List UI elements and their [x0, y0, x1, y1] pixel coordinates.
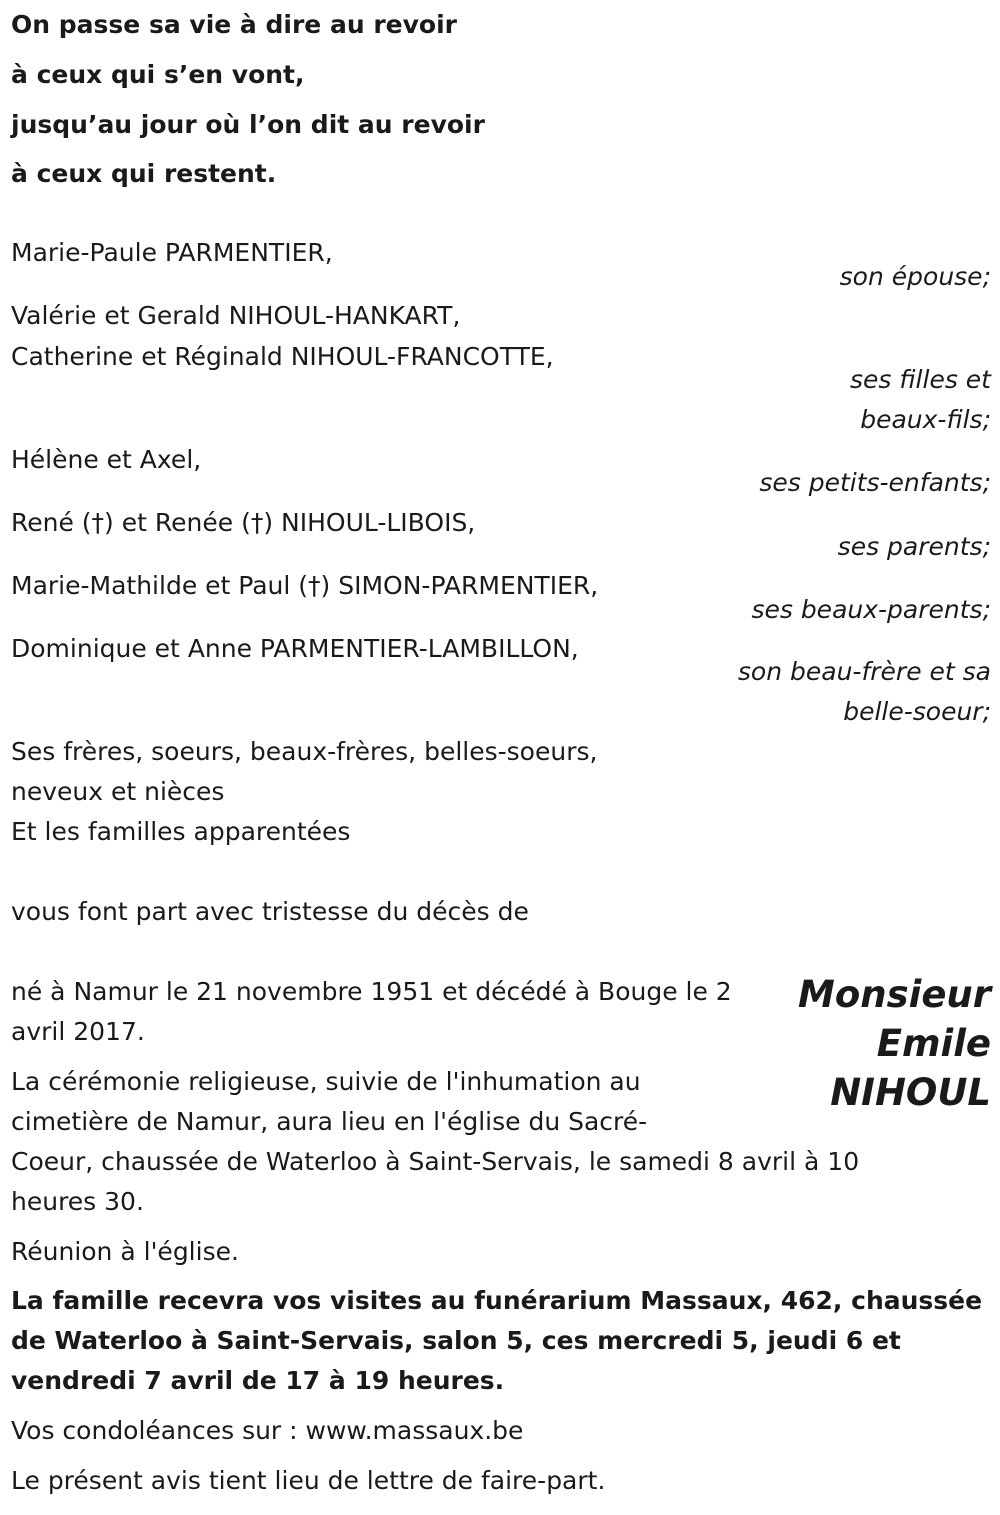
- verse-line-1: On passe sa vie à dire au revoir: [11, 10, 457, 39]
- family-name: Dominique et Anne PARMENTIER-LAMBILLON,: [11, 634, 579, 663]
- family-relation: beaux-fils;: [860, 405, 991, 434]
- extended-family-line-1: Ses frères, soeurs, beaux-frères, belles-soeurs,: [11, 737, 598, 766]
- deceased-title: Monsieur: [798, 973, 991, 1016]
- family-name: Marie-Mathilde et Paul (†) SIMON-PARMENTIER,: [11, 571, 599, 600]
- family-relation: son beau-frère et sa: [737, 657, 991, 686]
- family-name: Catherine et Réginald NIHOUL-FRANCOTTE,: [11, 342, 554, 371]
- family-relation: ses parents;: [837, 532, 991, 561]
- ceremony-text: [11, 1062, 911, 1222]
- ceremony-paragraph: La cérémonie religieuse, suivie de l'inhumation au cimetière de Namur, aura lieu en l'église du Sacré-Coeur, chaussée de Waterloo à Saint-Servais, le samedi 8 avril à 10 heures 30.: [11, 1067, 860, 1216]
- family-name: Valérie et Gerald NIHOUL-HANKART,: [11, 301, 461, 330]
- verse-line-4: à ceux qui restent.: [11, 159, 277, 188]
- family-name: René (†) et Renée (†) NIHOUL-LIBOIS,: [11, 508, 476, 537]
- condolences-text: Vos condoléances sur : www.massaux.be: [11, 1416, 524, 1445]
- birth-death-text: né à Namur le 21 novembre 1951 et décédé à Bouge le 2 avril 2017.: [11, 977, 732, 1046]
- verse-line-3: jusqu’au jour où l’on dit au revoir: [11, 110, 485, 139]
- extended-family-line-3: Et les familles apparentées: [11, 817, 351, 846]
- family-relation: ses filles et: [850, 365, 991, 394]
- extended-family-line-2: neveux et nièces: [11, 777, 225, 806]
- deceased-last-name: NIHOUL: [830, 1071, 991, 1114]
- family-relation: son épouse;: [839, 262, 991, 291]
- family-name: Marie-Paule PARMENTIER,: [11, 238, 333, 267]
- notice-text: Le présent avis tient lieu de lettre de faire-part.: [11, 1466, 606, 1495]
- meeting-text: Réunion à l'église.: [11, 1237, 239, 1266]
- announcement-text: vous font part avec tristesse du décès de: [11, 897, 529, 926]
- visits-text: La famille recevra vos visites au funérarium Massaux, 462, chaussée de Waterloo à Saint-Servais, salon 5, ces mercredi 5, jeudi 6 et vendredi 7 avril de 17 à 19 heures.: [11, 1286, 983, 1395]
- family-name: Hélène et Axel,: [11, 445, 202, 474]
- verse-line-2: à ceux qui s’en vont,: [11, 60, 305, 89]
- family-relation: belle-soeur;: [843, 697, 991, 726]
- family-relation: ses beaux-parents;: [751, 595, 991, 624]
- deceased-first-name: Emile: [876, 1022, 991, 1065]
- ceremony-spacer: [681, 1062, 911, 1142]
- family-relation: ses petits-enfants;: [759, 468, 991, 497]
